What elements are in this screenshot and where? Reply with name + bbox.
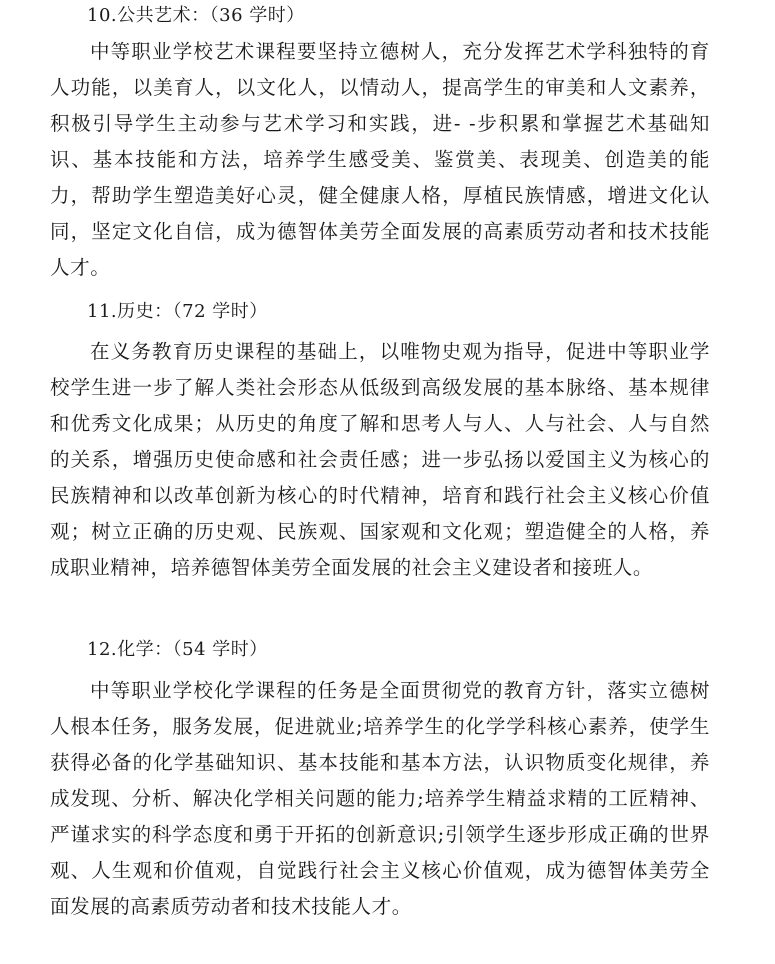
section-body-public-art: 中等职业学校艺术课程要坚持立德树人，充分发挥艺术学科独特的育人功能，以美育人，以文化人，以情动人，提高学生的审美和人文素养，积极引导学生主动参与艺术学习和实践，进- -步积累和掌握艺术基础知识、基本技能和方法，培养学生感受美、鉴赏美、表现美、创造美的能力，帮助学生塑造美好心灵，健全健康人格，厚植民族情感，增进文化认同，坚定文化自信，成为德智体美劳全面发展的高素质劳动者和技术技能人才。	[50, 40, 710, 279]
section-body-chemistry: 中等职业学校化学课程的任务是全面贯彻党的教育方针，落实立德树人根本任务，服务发展，促进就业;培养学生的化学学科核心素养，使学生获得必备的化学基础知识、基本技能和基本方法，认识物质变化规律，养成发现、分析、解决化学相关问题的能力;培养学生精益求精的工匠精神、严谨求实的科学态度和勇于开拓的创新意识;引领学生逐步形成正确的世界观、人生观和价值观，自觉践行社会主义核心价值观，成为德智体美劳全面发展的高素质劳动者和技术技能人才。	[50, 679, 710, 918]
section-heading-history: 11.历史：（72 学时）	[87, 301, 268, 322]
section-heading-public-art: 10.公共艺术：（36 学时）	[87, 5, 305, 26]
section-heading-chemistry: 12.化学：（54 学时）	[87, 639, 268, 660]
section-body-history: 在义务教育历史课程的基础上，以唯物史观为指导，促进中等职业学校学生进一步了解人类社会形态从低级到高级发展的基本脉络、基本规律和优秀文化成果；从历史的角度了解和思考人与人、人与社会、人与自然的关系，增强历史使命感和社会责任感；进一步弘扬以爱国主义为核心的民族精神和以改革创新为核心的时代精神，培育和践行社会主义核心价值观；树立正确的历史观、民族观、国家观和文化观；塑造健全的人格，养成职业精神，培养德智体美劳全面发展的社会主义建设者和接班人。	[50, 340, 710, 579]
